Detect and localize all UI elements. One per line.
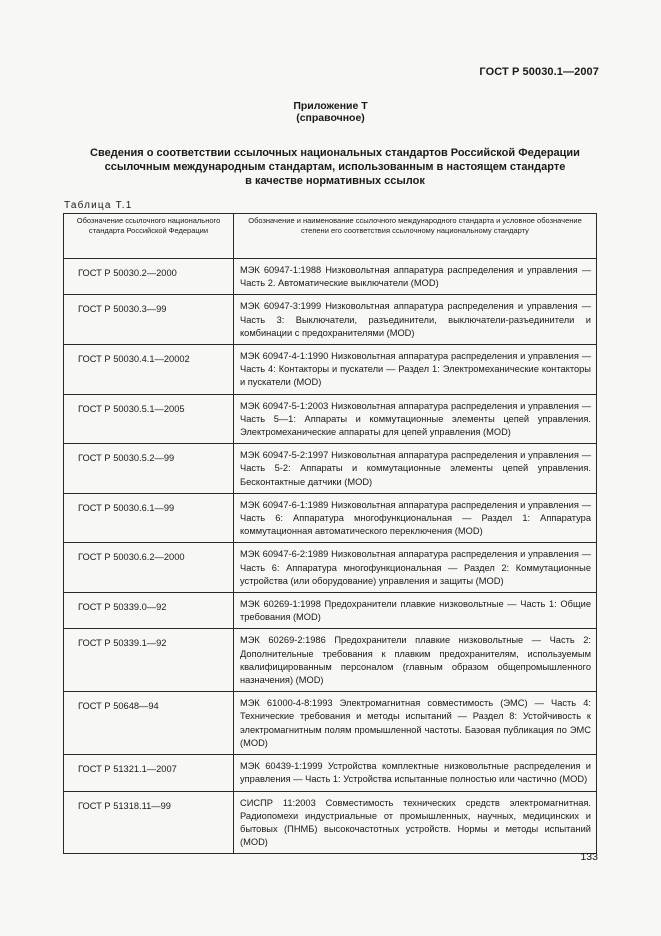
column-header-national-standard: Обозначение ссылочного национального стандарта Российской Федерации — [64, 214, 234, 259]
document-code: ГОСТ Р 50030.1—2007 — [479, 66, 599, 78]
international-standard-cell: МЭК 60947-5-1:2003 Низковольтная аппаратура распределения и управления — Часть 5—1: Аппараты и коммутационные элементы цепей управления. Электромеханические аппараты для цепей управления (MOD) — [234, 394, 597, 444]
page-number: 133 — [580, 851, 598, 863]
national-standard-cell: ГОСТ Р 50030.2—2000 — [64, 259, 234, 295]
column-header-international-standard: Обозначение и наименование ссылочного международного стандарта и условное обозначение степени его соответствия ссылочному национальному стандарту — [234, 214, 597, 259]
national-standard-cell: ГОСТ Р 50030.5.1—2005 — [64, 394, 234, 444]
table-row — [64, 493, 597, 543]
national-standard-cell: ГОСТ Р 50648—94 — [64, 692, 234, 755]
international-standard-cell: МЭК 60947-3:1999 Низковольтная аппаратура распределения и управления — Часть 3: Выключатели, разъединители, выключатели-разъединители и комбинации с предохранителями (MOD) — [234, 295, 597, 345]
table-row — [64, 629, 597, 692]
international-standard-cell: МЭК 60269-1:1998 Предохранители плавкие низковольтные — Часть 1: Общие требования (MOD) — [234, 593, 597, 629]
national-standard-cell: ГОСТ Р 51318.11—99 — [64, 791, 234, 854]
table-row — [64, 543, 597, 593]
international-standard-cell: МЭК 60947-5-2:1997 Низковольтная аппаратура распределения и управления — Часть 5-2: Аппараты и коммутационные элементы цепей управления. Бесконтактные датчики (MOD) — [234, 444, 597, 494]
international-standard-cell: МЭК 60269-2:1986 Предохранители плавкие низковольтные — Часть 2: Дополнительные требования к плавким предохранителям, используемым квалифицированным персоналом (главным образом общепромышленного назначения) (MOD) — [234, 629, 597, 692]
table-row — [64, 394, 597, 444]
section-heading — [70, 146, 600, 188]
table-row — [64, 593, 597, 629]
national-standard-cell: ГОСТ Р 50030.5.2—99 — [64, 444, 234, 494]
heading-line-2: ссылочным международным стандартам, использованным в настоящем стандарте — [104, 161, 566, 173]
international-standard-cell: МЭК 60947-6-2:1989 Низковольтная аппаратура распределения и управления — Часть 6: Аппаратура многофункциональная — Раздел 2: Коммутационные устройства (или оборудование) управления и защиты (MOD) — [234, 543, 597, 593]
international-standard-cell: МЭК 60947-4-1:1990 Низковольтная аппаратура распределения и управления — Часть 4: Контакторы и пускатели — Раздел 1: Электромеханические контакторы и пускатели (MOD) — [234, 345, 597, 395]
national-standard-cell: ГОСТ Р 51321.1—2007 — [64, 755, 234, 791]
annex-type: (справочное) — [296, 112, 365, 124]
heading-line-3: в качестве нормативных ссылок — [245, 175, 425, 187]
international-standard-cell: МЭК 60439-1:1999 Устройства комплектные низковольтные распределения и управления — Часть 1: Устройства испытанные полностью или частично (MOD) — [234, 755, 597, 791]
international-standard-cell: МЭК 60947-1:1988 Низковольтная аппаратура распределения и управления — Часть 2. Автоматические выключатели (MOD) — [234, 259, 597, 295]
heading-line-1: Сведения о соответствии ссылочных национальных стандартов Российской Федерации — [90, 147, 580, 159]
international-standard-cell: МЭК 61000-4-8:1993 Электромагнитная совместимость (ЭМС) — Часть 4: Технические требования и методы испытаний — Раздел 8: Устойчивость к электромагнитным полям промышленной частоты. Базовая публикация по ЭМС (MOD) — [234, 692, 597, 755]
table-label: Таблица Т.1 — [64, 200, 133, 211]
national-standard-cell: ГОСТ Р 50030.6.1—99 — [64, 493, 234, 543]
international-standard-cell: СИСПР 11:2003 Совместимость технических средств электромагнитная. Радиопомехи индустриальные от промышленных, научных, медицинских и бытовых (ПНМБ) высокочастотных устройств. Нормы и методы испытаний (MOD) — [234, 791, 597, 854]
national-standard-cell: ГОСТ Р 50339.1—92 — [64, 629, 234, 692]
annex-title — [0, 100, 661, 124]
table-row — [64, 755, 597, 791]
table-row — [64, 791, 597, 854]
table-row — [64, 259, 597, 295]
table-row — [64, 444, 597, 494]
national-standard-cell: ГОСТ Р 50030.3—99 — [64, 295, 234, 345]
reference-table — [63, 213, 597, 854]
table-header-row — [64, 214, 597, 259]
annex-label: Приложение Т — [293, 100, 368, 112]
national-standard-cell: ГОСТ Р 50030.4.1—20002 — [64, 345, 234, 395]
table-row — [64, 692, 597, 755]
national-standard-cell: ГОСТ Р 50339.0—92 — [64, 593, 234, 629]
national-standard-cell: ГОСТ Р 50030.6.2—2000 — [64, 543, 234, 593]
table-row — [64, 295, 597, 345]
international-standard-cell: МЭК 60947-6-1:1989 Низковольтная аппаратура распределения и управления — Часть 6: Аппаратура многофункциональная — Раздел 1: Аппаратура коммутационная автоматического переключения (MOD) — [234, 493, 597, 543]
table-row — [64, 345, 597, 395]
